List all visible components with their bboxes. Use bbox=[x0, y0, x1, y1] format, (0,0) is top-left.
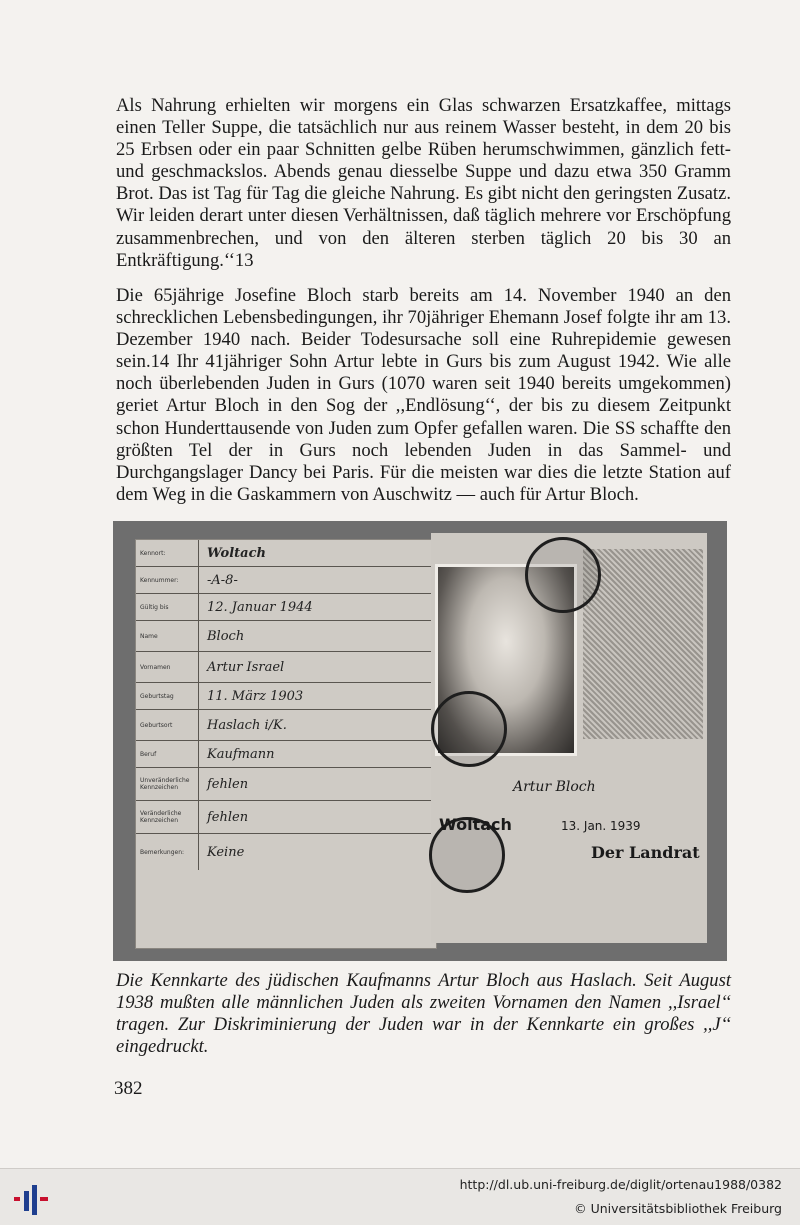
card-form-rows bbox=[136, 540, 436, 870]
card-row: Name Bloch bbox=[136, 621, 436, 652]
card-row: Geburtsort Haslach i/K. bbox=[136, 710, 436, 741]
card-form-panel bbox=[135, 539, 437, 949]
card-row: Unveränderliche Kennzeichen fehlen bbox=[136, 768, 436, 801]
fingerprint-image bbox=[583, 549, 703, 739]
issue-date: 13. Jan. 1939 bbox=[561, 819, 641, 833]
issue-place: Woltach bbox=[439, 815, 512, 834]
seal-stamp-middle bbox=[431, 691, 507, 767]
viewer-footer bbox=[0, 1168, 800, 1225]
figure-caption: Die Kennkarte des jüdischen Kaufmanns Artur Bloch aus Haslach. Seit August 1938 mußten alle männlichen Juden als zweiten Vornamen den Namen ,,Israel‘‘ tragen. Zur Diskriminierung der Juden war in der Kennkarte ein großes ,,J‘‘ eingedruckt. bbox=[116, 970, 731, 1057]
identity-card-photo bbox=[113, 521, 727, 961]
card-row: Kennort: Woltach bbox=[136, 540, 436, 567]
body-paragraph-1: Als Nahrung erhielten wir morgens ein Glas schwarzen Ersatzkaffee, mittags einen Teller Suppe, die tatsächlich nur aus reinem Wasser besteht, in dem 20 bis 25 Erbsen oder ein paar Schnitten gelbe Rüben herumschwimmen, gänzlich fett- und geschmackslos. Abends genau diesselbe Suppe und dazu etwa 350 Gramm Brot. Das ist Tag für Tag die gleiche Nahrung. Es gibt nicht den geringsten Zusatz. Wir leiden derart unter diesen Verhältnissen, daß täglich mehrere vor Erschöpfung zusammenbrechen, und von den älteren sterben täglich 20 bis 30 an Entkräftigung.‘‘13 bbox=[116, 95, 731, 271]
card-row: Bemerkungen: Keine bbox=[136, 834, 436, 870]
page-number: 382 bbox=[114, 1078, 143, 1099]
copyright-notice: © Universitätsbibliothek Freiburg bbox=[574, 1201, 782, 1216]
holder-signature: Artur Bloch bbox=[513, 779, 596, 795]
library-logo-icon bbox=[12, 1181, 52, 1217]
card-row: Kennummer: -A-8- bbox=[136, 567, 436, 594]
card-row: Beruf Kaufmann bbox=[136, 741, 436, 768]
card-row: Geburtstag 11. März 1903 bbox=[136, 683, 436, 710]
issuing-authority: Der Landrat bbox=[591, 843, 700, 862]
seal-stamp-top bbox=[525, 537, 601, 613]
card-row: Gültig bis 12. Januar 1944 bbox=[136, 594, 436, 621]
document-url[interactable]: http://dl.ub.uni-freiburg.de/diglit/ortenau1988/0382 bbox=[459, 1177, 782, 1192]
card-row: Veränderliche Kennzeichen fehlen bbox=[136, 801, 436, 834]
card-row: Vornamen Artur Israel bbox=[136, 652, 436, 683]
body-paragraph-2: Die 65jährige Josefine Bloch starb bereits am 14. November 1940 an den schrecklichen Lebensbedingungen, ihr 70jähriger Ehemann Josef folgte ihr am 13. Dezember 1940 nach. Beider Todesursache soll eine Ruhrepidemie gewesen sein.14 Ihr 41jähriger Sohn Artur lebte in Gurs bis zum August 1942. Wie alle noch überlebenden Juden in Gurs (1070 waren seit 1940 bereits umgekommen) geriet Artur Bloch in den Sog der ,,Endlösung‘‘, der bis zu diesem Zeitpunkt schon Hunderttausende von Juden zum Opfer gefallen waren. Die SS schaffte den größten Tel der in Gurs noch lebenden Juden in das Sammel- und Durchgangslager Dancy bei Paris. Für die meisten war dies die letzte Station auf dem Weg in die Gaskammern von Auschwitz — auch für Artur Bloch. bbox=[116, 285, 731, 505]
